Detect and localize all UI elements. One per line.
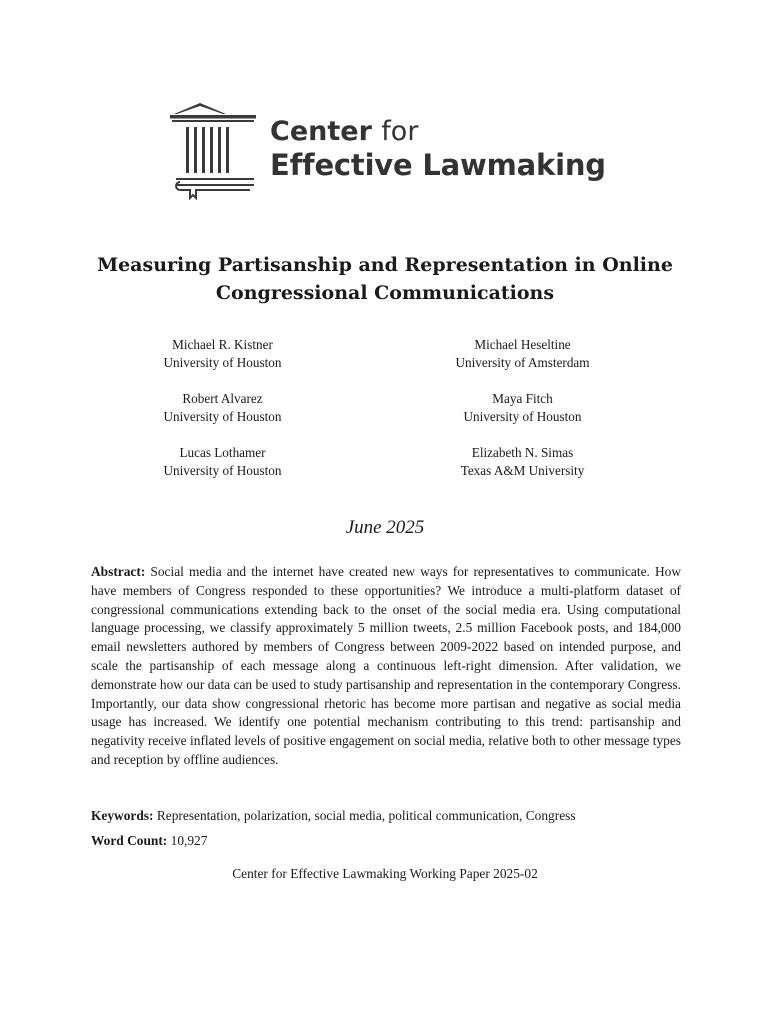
author-block: [385, 390, 660, 426]
author-list: [110, 336, 660, 480]
author-name: Michael R. Kistner: [172, 337, 273, 352]
working-paper-footer: Center for Effective Lawmaking Working Paper 2025-02: [232, 866, 538, 881]
word-count-value: 10,927: [170, 833, 208, 848]
author-block: [385, 336, 660, 372]
author-affiliation: University of Houston: [163, 355, 282, 370]
author-name: Lucas Lothamer: [179, 445, 266, 460]
center-logo: [166, 100, 626, 200]
author-affiliation: University of Houston: [463, 409, 582, 424]
author-block: [85, 390, 360, 426]
author-block: [85, 336, 360, 372]
logo-text-center: Center: [270, 116, 372, 147]
author-block: [85, 444, 360, 480]
author-name: Maya Fitch: [492, 391, 553, 406]
capitol-building-icon: [166, 100, 262, 200]
keywords: [91, 808, 691, 824]
keywords-text: Representation, polarization, social media, political communication, Congress: [156, 808, 576, 823]
keywords-label: Keywords:: [91, 808, 154, 823]
paper-title: Measuring Partisanship and Representation in Online Congressional Communications: [97, 254, 673, 304]
author-affiliation: University of Houston: [163, 463, 282, 478]
author-block: [385, 444, 660, 480]
author-affiliation: University of Amsterdam: [455, 355, 590, 370]
abstract: [91, 563, 681, 770]
abstract-label: Abstract:: [91, 564, 146, 579]
author-affiliation: University of Houston: [163, 409, 282, 424]
author-name: Elizabeth N. Simas: [471, 445, 574, 460]
abstract-text: Social media and the internet have created new ways for representatives to communicate. How have members of Congress responded to these opportunities? We introduce a multi-platform dataset of congressional communications extending back to the onset of the social media era. Using computational language processing, we classify approximately 5 million tweets, 2.5 million Facebook posts, and 184,000 email newsletters authored by members of Congress between 2009-2022 based on intended purpose, and scale the partisanship of each message along a continuous left-right dimension. After validation, we demonstrate how our data can be used to study partisanship and representation in the contemporary Congress. Importantly, our data show congressional rhetoric has become more partisan and negative as social media usage has increased. We identify one potential mechanism contributing to this trend: partisanship and negativity receive inflated levels of positive engagement on social media, relative both to other message types and reception by offline audiences.: [91, 564, 681, 767]
author-name: Michael Heseltine: [474, 337, 571, 352]
author-affiliation: Texas A&M University: [460, 463, 585, 478]
word-count: [91, 833, 691, 849]
logo-text-for: for: [381, 116, 419, 147]
word-count-label: Word Count:: [91, 833, 168, 848]
author-name: Robert Alvarez: [182, 391, 263, 406]
publication-date: June 2025: [345, 517, 425, 538]
logo-text-effective-lawmaking: Effective Lawmaking: [270, 148, 606, 182]
